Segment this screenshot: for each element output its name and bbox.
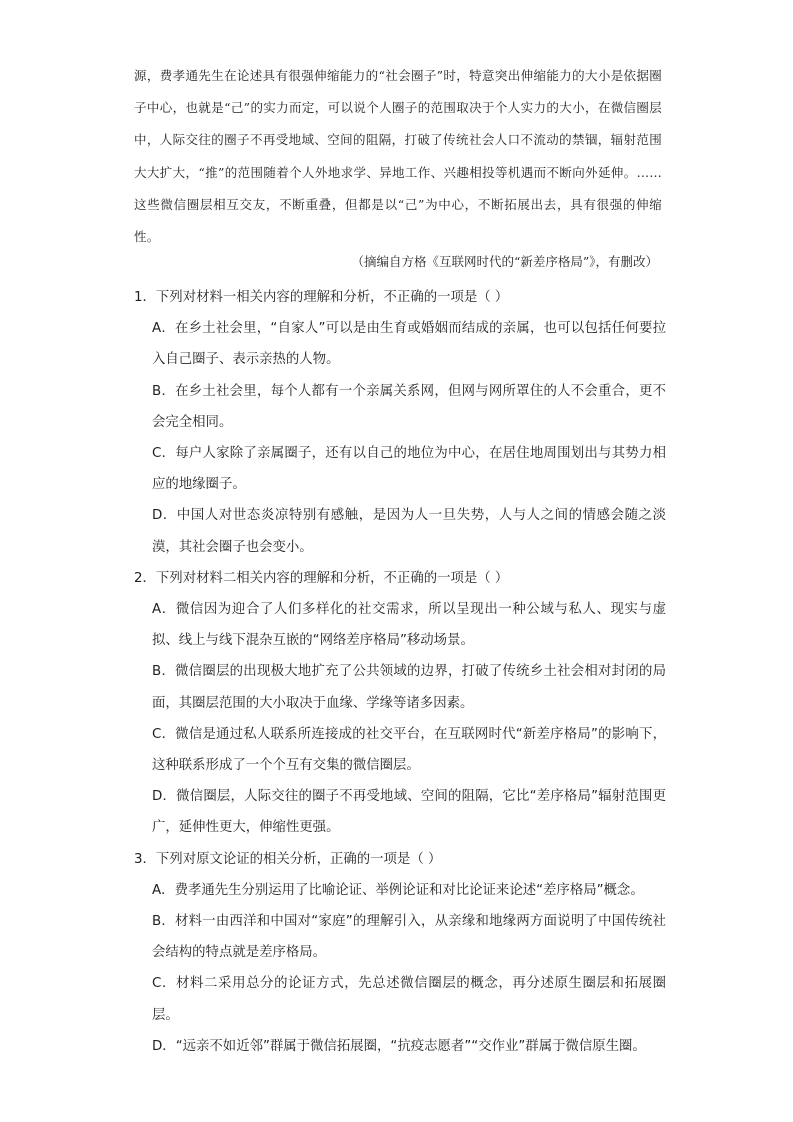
option-label: B． [152, 383, 176, 399]
option-label: D． [152, 1038, 176, 1054]
option-text: 每户人家除了亲属圈子，还有以自己的地位为中心，在居住地周围划出与其势力相应的地缘圈子。 [152, 446, 667, 493]
passage-paragraph: 源，费孝通先生在论述具有很强伸缩能力的“社会圈子”时，特意突出伸缩能力的大小是依据圈子中心，也就是“己”的实力而定，可以说个人圈子的范围取决于个人实力的大小，在微信圈层中，人际交往的圈子不再受地域、空间的阻隔，打破了传统社会人口不流动的禁锢，辐射范围大大扩大，“推”的范围随着个人外地求学、异地工作、兴趣相投等机遇而不断向外延伸。……这些微信圈层相互交友，不断重叠，但都是以“己”为中心，不断拓展出去，具有很强的伸缩性。 [134, 68, 662, 245]
option-label: B． [152, 664, 176, 680]
option-text: “远亲不如近邻”群属于微信拓展圈，“抗疫志愿者”“交作业”群属于微信原生圈。 [175, 1038, 646, 1054]
option-text: 微信圈层，人际交往的圈子不再受地域、空间的阻隔，它比“差序格局”辐射范围更广，延伸性更大，伸缩性更强。 [152, 789, 667, 836]
option-text: 在乡土社会里，“自家人”可以是由生育或婚姻而结成的亲属，也可以包括任何要拉入自己圈子、表示亲热的人物。 [152, 321, 666, 368]
question-stem: 3．下列对原文论证的相关分析，正确的一项是（ ） [134, 851, 442, 867]
option-b [134, 656, 666, 718]
option-b [134, 906, 666, 968]
option-c [134, 719, 666, 781]
option-label: C． [152, 446, 176, 462]
source-citation: （摘编自方格《互联网时代的“新差序格局”》，有删改） [351, 254, 658, 269]
question-2 [134, 563, 666, 844]
option-text: 在乡土社会里，每个人都有一个亲属关系网，但网与网所罩住的人不会重合，更不会完全相同。 [152, 383, 667, 430]
option-a [134, 594, 666, 656]
question-list [134, 282, 666, 1062]
question-3 [134, 844, 666, 1062]
option-text: 材料二采用总分的论证方式，先总述微信圈层的概念，再分述原生圈层和拓展圈层。 [152, 976, 666, 1023]
material-two-passage [134, 60, 662, 253]
question-stem: 1．下列对材料一相关内容的理解和分析，不正确的一项是（ ） [134, 290, 509, 305]
option-d [134, 781, 666, 843]
option-label: D． [152, 508, 177, 524]
option-c [134, 968, 666, 1030]
option-text: 材料一由西洋和中国对“家庭”的理解引入，从亲缘和地缘两方面说明了中国传统社会结构的特点就是差序格局。 [152, 914, 666, 961]
question-1 [134, 282, 666, 563]
option-label: A． [152, 602, 176, 618]
option-text: 微信是通过私人联系所连接成的社交平台，在互联网时代“新差序格局”的影响下，这种联系形成了一个个互有交集的微信圈层。 [152, 726, 666, 774]
option-label: A． [152, 321, 176, 337]
question-stem: 2．下列对材料二相关内容的理解和分析，不正确的一项是（ ） [134, 570, 509, 586]
option-b [134, 376, 666, 438]
option-text: 中国人对世态炎凉特别有感触，是因为人一旦失势，人与人之间的情感会随之淡漠，其社会圈子也会变小。 [152, 508, 666, 555]
option-text: 费孝通先生分别运用了比喻论证、举例论证和对比论证来论述“差序格局”概念。 [174, 882, 644, 898]
option-label: A． [152, 882, 175, 898]
option-label: D． [152, 789, 177, 805]
option-label: C． [152, 726, 176, 742]
option-d [134, 1031, 666, 1062]
option-c [134, 438, 666, 500]
option-text: 微信圈层的出现极大地扩充了公共领域的边界，打破了传统乡土社会相对封闭的局面，其圈层范围的大小取决于血缘、学缘等诸多因素。 [152, 664, 667, 711]
option-a [134, 313, 666, 375]
option-label: C． [152, 976, 176, 992]
option-d [134, 500, 666, 562]
option-text: 微信因为迎合了人们多样化的社交需求，所以呈现出一种公域与私人、现实与虚拟、线上与线下混杂互嵌的“网络差序格局”移动场景。 [152, 602, 666, 649]
option-label: B． [152, 914, 176, 930]
option-a [134, 875, 666, 906]
